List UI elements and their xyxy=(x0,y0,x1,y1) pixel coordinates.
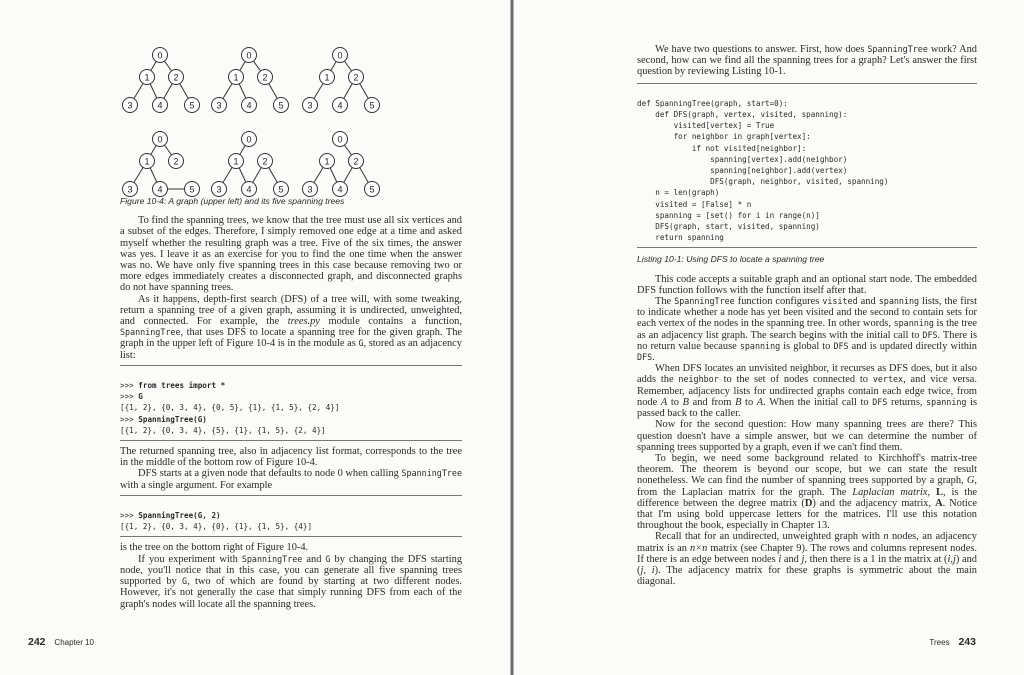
graph-node xyxy=(349,70,364,85)
node-label: 5 xyxy=(278,100,284,111)
page-footer xyxy=(28,636,94,648)
node-label: 4 xyxy=(337,100,343,111)
graph-node xyxy=(242,132,257,147)
graph-node xyxy=(320,154,335,169)
spanning-tree-diagram xyxy=(212,48,289,113)
node-label: 3 xyxy=(216,184,222,195)
paragraph: Recall that for an undirected, unweighted graph with n nodes, an adjacency matrix is an n×n matrix (see Chapter 9). The rows and columns represent nodes. If there is an edge between nodes i and j, then there is a 1 in the matrix at (i,j) and (j, i). The adjacency matrix for these graphs is symmetric about the main diagonal. xyxy=(637,531,977,588)
chapter-label: Chapter 10 xyxy=(54,638,95,647)
node-label: 1 xyxy=(144,156,150,167)
graph-node xyxy=(123,182,138,197)
graph-node xyxy=(274,98,289,113)
node-label: 3 xyxy=(127,100,133,111)
graph-node xyxy=(153,132,168,147)
node-label: 3 xyxy=(307,184,313,195)
paragraph: As it happens, depth-first search (DFS) of a tree will, with some tweaking, return a spanning tree of a given graph, assuming it is undirected, unweighted, and connected. For example, the trees.py module contains a function, SpanningTree, that uses DFS to locate a spanning tree for the given graph. The graph in the upper left of Figure 10-4 is in the module as G, stored as an adjacency list: xyxy=(120,293,462,361)
node-label: 2 xyxy=(262,72,268,83)
graph-node xyxy=(229,70,244,85)
spanning-tree-diagram xyxy=(303,48,380,113)
graph-node xyxy=(303,98,318,113)
graph-node xyxy=(349,154,364,169)
graph-node xyxy=(169,154,184,169)
graph-node xyxy=(258,154,273,169)
code-block: >>> from trees import * >>> G [{1, 2}, {0, 3, 4}, {0, 5}, {1}, {1, 5}, {2, 4}] >>> SpanningTree(G) [{1, 2}, {0, 3, 4}, {5}, {1}, {1, 5}, {2, 4}] xyxy=(120,365,462,441)
node-label: 4 xyxy=(246,184,252,195)
graph-node xyxy=(140,154,155,169)
left-page xyxy=(0,0,510,675)
node-label: 2 xyxy=(353,156,359,167)
graph-node xyxy=(140,70,155,85)
graph-diagram xyxy=(123,48,200,113)
node-label: 5 xyxy=(369,100,375,111)
left-page-body xyxy=(120,196,462,610)
graph-node xyxy=(333,182,348,197)
node-label: 5 xyxy=(278,184,284,195)
spanning-tree-diagram xyxy=(212,132,289,197)
node-label: 4 xyxy=(337,184,343,195)
node-label: 2 xyxy=(262,156,268,167)
page-number: 243 xyxy=(958,636,976,648)
node-label: 2 xyxy=(173,72,179,83)
paragraph: Now for the second question: How many spanning trees are there? This question doesn't have a simple answer, but we can determine the number of spanning trees supported by a graph, even if we can't find them. xyxy=(637,419,977,453)
graph-node xyxy=(365,98,380,113)
graph-node xyxy=(242,182,257,197)
node-label: 5 xyxy=(189,184,195,195)
node-label: 1 xyxy=(324,72,330,83)
graph-node xyxy=(333,98,348,113)
node-label: 1 xyxy=(233,72,239,83)
graph-node xyxy=(212,182,227,197)
listing-code: def SpanningTree(graph, start=0): def DFS(graph, vertex, visited, spanning): visited[vertex] = True for neighbor in graph[vertex]: if not visited[neighbor]: spanning[vertex].add(neighbor) spanning[neighbor].add(vertex) DFS(graph, neighbor, visited, spanning) n = len(graph) visited = [False] * n spanning = [set() for i in range(n)] DFS(graph, start, visited, spanning) return spanning xyxy=(637,83,977,249)
paragraph: We have two questions to answer. First, how does SpanningTree work? And second, how can we find all the spanning trees for a graph? Let's answer the first question by reviewing Listing 10-1. xyxy=(637,44,978,78)
right-page xyxy=(514,0,1024,675)
node-label: 4 xyxy=(246,100,252,111)
graph-node xyxy=(153,48,168,63)
node-label: 0 xyxy=(246,134,252,145)
code-block: >>> SpanningTree(G, 2) [{1, 2}, {0, 3, 4}, {0}, {1}, {1, 5}, {4}] xyxy=(120,495,462,538)
node-label: 0 xyxy=(337,50,343,61)
spanning-tree-diagram xyxy=(303,132,380,197)
node-label: 1 xyxy=(324,156,330,167)
spanning-trees-figure xyxy=(0,0,510,200)
graph-node xyxy=(365,182,380,197)
paragraph: This code accepts a suitable graph and an optional start node. The embedded DFS function follows with the function itself after that. xyxy=(637,273,977,296)
node-label: 2 xyxy=(173,156,179,167)
page-footer xyxy=(929,636,976,648)
chapter-label: Trees xyxy=(929,638,950,647)
listing-caption: Listing 10-1: Using DFS to locate a spanning tree xyxy=(637,254,825,265)
graph-node xyxy=(274,182,289,197)
graph-node xyxy=(320,70,335,85)
graph-node xyxy=(123,98,138,113)
page-number: 242 xyxy=(28,636,46,648)
paragraph: is the tree on the bottom right of Figure 10-4. xyxy=(120,542,309,554)
paragraph: The SpanningTree function configures visited and spanning lists, the first to indicate whether a node has yet been visited and the second to contain sets for each vertex of the nodes in the spanning tree. In other words, spanning is the tree as an adjacency list graph. The search begins with the initial call to DFS. There is no return value because spanning is global to DFS and is updated directly within DFS. xyxy=(637,296,978,364)
graph-node xyxy=(212,98,227,113)
figure-caption: Figure 10-4: A graph (upper left) and its five spanning trees xyxy=(120,196,345,206)
graph-node xyxy=(185,98,200,113)
graph-node xyxy=(333,48,348,63)
paragraph: When DFS locates an unvisited neighbor, it recurses as DFS does, but it also adds the neighbor to the set of nodes connected to vertex, and vice versa. Remember, adjacency lists for undirected graphs contain each edge twice, from node A to B and from B to A. When the initial call to DFS returns, spanning is passed back to the caller. xyxy=(637,363,978,420)
node-label: 3 xyxy=(127,184,133,195)
paragraph: The returned spanning tree, also in adjacency list format, corresponds to the tree in the middle of the bottom row of Figure 10-4. xyxy=(120,446,462,469)
node-label: 0 xyxy=(157,134,163,145)
paragraph: DFS starts at a given node that defaults to node 0 when calling SpanningTree with a single argument. For example xyxy=(120,468,462,491)
node-label: 5 xyxy=(189,100,195,111)
paragraph: To find the spanning trees, we know that the tree must use all six vertices and a subset of the edges. Therefore, I simply removed one edge at a time and asked myself whether the resulting graph was a tree. Five of the six times, the answer was yes. I leave it as an exercise for you to find the one time when the answer was no. We have only five spanning trees in this case because removing two or more edges immediately creates a disconnected graph, and disconnected graphs do not have spanning trees. xyxy=(120,215,462,294)
graph-node xyxy=(303,182,318,197)
graph-node xyxy=(229,154,244,169)
node-label: 0 xyxy=(157,50,163,61)
graph-node xyxy=(153,98,168,113)
node-label: 3 xyxy=(216,100,222,111)
node-label: 4 xyxy=(157,184,163,195)
spanning-tree-diagram xyxy=(123,132,200,197)
node-label: 0 xyxy=(337,134,343,145)
graph-node xyxy=(169,70,184,85)
node-label: 1 xyxy=(233,156,239,167)
node-label: 0 xyxy=(246,50,252,61)
right-page-body xyxy=(637,44,977,587)
graph-node xyxy=(258,70,273,85)
graph-node xyxy=(242,48,257,63)
paragraph: To begin, we need some background related to Kirchhoff's matrix-tree theorem. The theorem is beyond our scope, but we can state the result nonetheless. We can find the number of spanning trees supported by a graph, G, from the Laplacian matrix for the graph. The Laplacian matrix, L, is the difference between the degree matrix (D) and the adjacency matrix, A. Notice that I'm using bold uppercase letters for the matrices. I'll use this notation throughout the book, especially in Chapter 13. xyxy=(637,452,977,532)
node-label: 4 xyxy=(157,100,163,111)
node-label: 2 xyxy=(353,72,359,83)
node-label: 5 xyxy=(369,184,375,195)
graph-node xyxy=(333,132,348,147)
graph-node xyxy=(185,182,200,197)
node-label: 3 xyxy=(307,100,313,111)
graph-node xyxy=(242,98,257,113)
node-label: 1 xyxy=(144,72,150,83)
paragraph: If you experiment with SpanningTree and G by changing the DFS starting node, you'll notice that in this case, you can generate all five spanning trees supported by G, two of which are found by starting at two different nodes. However, it's not generally the case that simply running DFS from each of the graph's nodes will locate all the spanning trees. xyxy=(120,553,463,610)
graph-node xyxy=(153,182,168,197)
